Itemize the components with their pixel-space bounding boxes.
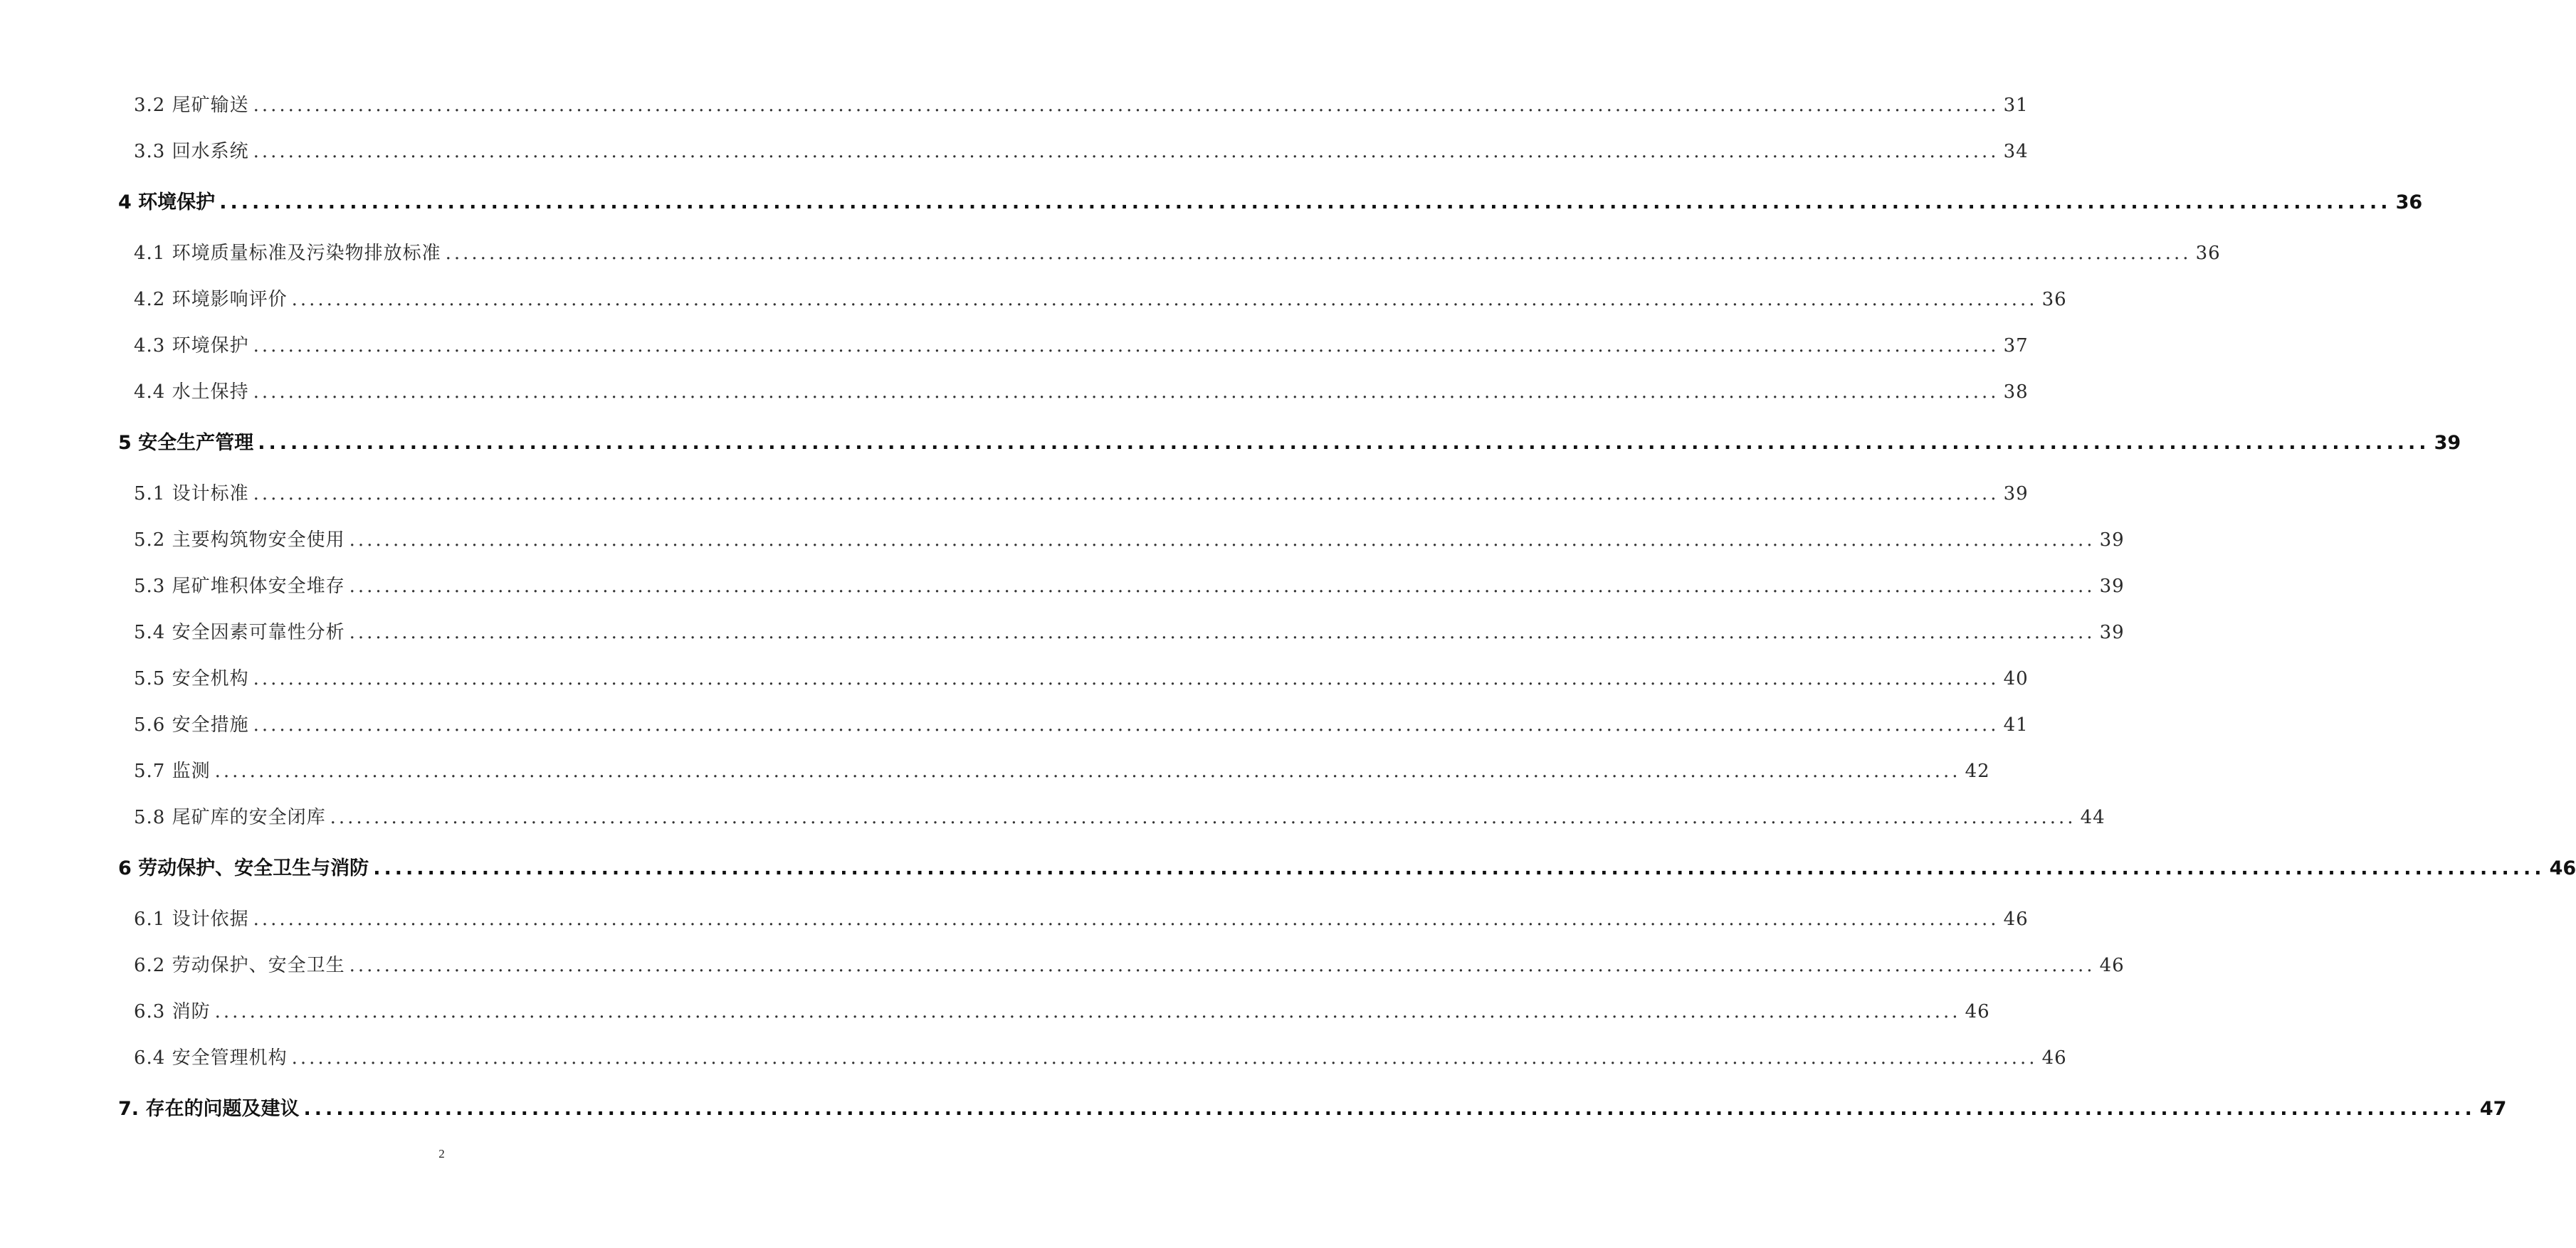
toc-entry-page: 39: [2003, 483, 2029, 504]
toc-entry-page: 46: [1965, 1001, 1990, 1022]
toc-entry[interactable]: [118, 1035, 2067, 1082]
toc-entry[interactable]: [118, 656, 2029, 702]
dot-leader: ........................................................................................................................................................................................................: [303, 1098, 2476, 1120]
toc-entry[interactable]: [118, 471, 2029, 517]
toc-entry[interactable]: [118, 129, 2029, 175]
dot-leader: ........................................................................................................................................................................................................: [253, 483, 1999, 504]
dot-leader: ........................................................................................................................................................................................................: [349, 955, 2096, 976]
dot-leader: ........................................................................................................................................................................................................: [253, 95, 1999, 116]
toc-entry-page: 46: [2003, 909, 2029, 930]
toc-entry[interactable]: [118, 369, 2029, 416]
dot-leader: ........................................................................................................................................................................................................: [253, 141, 1999, 162]
toc-chapter-label: 5 安全生产管理: [118, 432, 254, 454]
toc-chapter[interactable]: [118, 175, 2423, 231]
toc-chapter-page: 39: [2434, 432, 2461, 454]
toc-entry-page: 46: [2099, 955, 2125, 976]
dot-leader: ........................................................................................................................................................................................................: [445, 243, 2192, 264]
toc-entry[interactable]: [118, 231, 2221, 277]
toc-entry[interactable]: [118, 943, 2125, 989]
dot-leader: ........................................................................................................................................................................................................: [253, 335, 1999, 356]
dot-leader: ........................................................................................................................................................................................................: [253, 714, 1999, 736]
toc-entry-label: 6.3 消防: [134, 1001, 211, 1022]
toc-entry[interactable]: [118, 83, 2029, 129]
toc-entry-label: 6.4 安全管理机构: [134, 1047, 288, 1069]
toc-entry-label: 5.3 尾矿堆积体安全堆存: [134, 576, 345, 597]
toc-entry-page: 39: [2099, 622, 2125, 643]
toc-chapter-page: 46: [2549, 857, 2576, 879]
toc-entry-label: 3.2 尾矿输送: [134, 95, 249, 116]
toc-chapter-label: 7. 存在的问题及建议: [118, 1098, 300, 1120]
toc-entry-label: 4.4 水土保持: [134, 381, 249, 403]
toc-entry[interactable]: [118, 517, 2125, 564]
toc-entry-label: 4.2 环境影响评价: [134, 289, 288, 310]
toc-entry-page: 38: [2003, 381, 2029, 403]
toc-entry-label: 5.2 主要构筑物安全使用: [134, 529, 345, 551]
toc-entry-label: 5.8 尾矿库的安全闭库: [134, 807, 326, 828]
toc-entry-page: 39: [2099, 576, 2125, 597]
dot-leader: ........................................................................................................................................................................................................: [214, 761, 1961, 782]
dot-leader: ........................................................................................................................................................................................................: [258, 432, 2430, 454]
toc-chapter-page: 47: [2479, 1098, 2507, 1120]
table-of-contents: [118, 83, 2576, 1137]
toc-entry-page: 36: [2041, 289, 2067, 310]
toc-entry-label: 3.3 回水系统: [134, 141, 249, 162]
toc-entry[interactable]: [118, 610, 2125, 656]
dot-leader: ........................................................................................................................................................................................................: [349, 576, 2096, 597]
toc-entry-page: 41: [2003, 714, 2029, 736]
dot-leader: ........................................................................................................................................................................................................: [219, 191, 2392, 213]
dot-leader: ........................................................................................................................................................................................................: [291, 1047, 2038, 1069]
toc-entry-label: 5.1 设计标准: [134, 483, 249, 504]
toc-entry[interactable]: [118, 795, 2106, 841]
toc-entry-page: 40: [2003, 668, 2029, 689]
toc-chapter[interactable]: [118, 1082, 2507, 1137]
dot-leader: ........................................................................................................................................................................................................: [253, 909, 1999, 930]
toc-entry[interactable]: [118, 323, 2029, 369]
page-number: 2: [438, 1147, 445, 1160]
toc-chapter-page: 36: [2395, 191, 2423, 213]
toc-entry-page: 46: [2041, 1047, 2067, 1069]
toc-entry-label: 4.1 环境质量标准及污染物排放标准: [134, 243, 441, 264]
toc-entry-page: 42: [1965, 761, 1990, 782]
toc-chapter-label: 6 劳动保护、安全卫生与消防: [118, 857, 369, 879]
toc-entry[interactable]: [118, 749, 1990, 795]
toc-entry-label: 5.4 安全因素可靠性分析: [134, 622, 345, 643]
toc-entry-page: 37: [2003, 335, 2029, 356]
toc-entry[interactable]: [118, 702, 2029, 749]
toc-entry[interactable]: [118, 564, 2125, 610]
dot-leader: ........................................................................................................................................................................................................: [330, 807, 2076, 828]
dot-leader: ........................................................................................................................................................................................................: [373, 857, 2545, 879]
dot-leader: ........................................................................................................................................................................................................: [349, 622, 2096, 643]
toc-entry-label: 5.5 安全机构: [134, 668, 249, 689]
toc-entry-label: 5.6 安全措施: [134, 714, 249, 736]
toc-chapter[interactable]: [118, 841, 2576, 897]
toc-entry-page: 39: [2099, 529, 2125, 551]
dot-leader: ........................................................................................................................................................................................................: [349, 529, 2096, 551]
toc-entry-page: 34: [2003, 141, 2029, 162]
toc-entry-page: 36: [2195, 243, 2221, 264]
toc-entry-label: 6.2 劳动保护、安全卫生: [134, 955, 345, 976]
toc-entry-label: 5.7 监测: [134, 761, 211, 782]
toc-entry-page: 44: [2080, 807, 2106, 828]
toc-chapter[interactable]: [118, 416, 2461, 471]
toc-entry-label: 4.3 环境保护: [134, 335, 249, 356]
dot-leader: ........................................................................................................................................................................................................: [253, 668, 1999, 689]
toc-chapter-label: 4 环境保护: [118, 191, 216, 213]
toc-entry[interactable]: [118, 897, 2029, 943]
dot-leader: ........................................................................................................................................................................................................: [214, 1001, 1961, 1022]
dot-leader: ........................................................................................................................................................................................................: [291, 289, 2038, 310]
dot-leader: ........................................................................................................................................................................................................: [253, 381, 1999, 403]
toc-entry-label: 6.1 设计依据: [134, 909, 249, 930]
toc-entry[interactable]: [118, 277, 2067, 323]
toc-entry[interactable]: [118, 989, 1990, 1035]
toc-entry-page: 31: [2003, 95, 2029, 116]
